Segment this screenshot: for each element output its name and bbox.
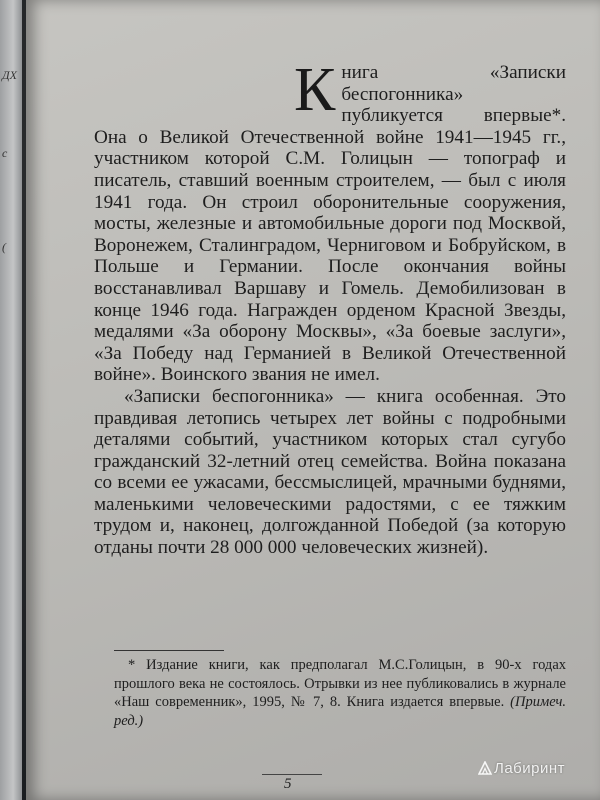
page-number: 5 (284, 776, 292, 792)
main-text (94, 56, 566, 559)
labyrinth-logo-icon (478, 761, 492, 775)
left-page-fragment: ДХ (2, 68, 17, 82)
left-page-fragment: с (2, 146, 8, 160)
book-page (26, 0, 600, 800)
left-page-edge (0, 0, 22, 800)
paragraph-2: «Записки беспогонника» — книга особенная. Это правдивая летопись четырех лет войны с подробными деталями событий, участником которых стал сугубо гражданский 32-летний отец семейства. Война показана со всеми ее ужасами, бессмыслицей, мрачными буднями, маленькими человеческими радостями, с ее тяжким трудом и, наконец, долгожданной Победой (за которую отданы почти 28 000 000 человеческих жизней). (94, 385, 566, 559)
footnote-rule (114, 650, 224, 651)
left-page-fragment: ( (2, 240, 6, 254)
paragraph-1 (94, 56, 566, 386)
footnote-note-label: (Примеч. ред.) (114, 694, 567, 729)
watermark-text: Лабиринт (494, 760, 566, 777)
drop-cap: К (294, 56, 336, 124)
footnote-body (114, 656, 566, 730)
page-number-rule (262, 774, 322, 775)
footnote (114, 656, 566, 730)
watermark (478, 760, 565, 777)
footnote-text: * Издание книги, как предполагал М.С.Голицын, в 90-х годах прошлого века не состоялось. Отрывки из нее публиковались в журнале «Наш современник», 1995, № 7, 8. Книга издается впервые. (114, 657, 566, 710)
paragraph-1-text: нига «Записки беспогонника» публикуется впервые*. Она о Великой Отечественной войне 1941—1945 гг., участником которой С.М. Голицын — топограф и писатель, ставший военным строителем, — был с июля 1941 года. Он строил оборонительные сооружения, мосты, железные и автомобильные дороги под Москвой, Воронежем, Сталинградом, Черниговом и Бобруйском, в Польше и Германии. После окончания войны восстанавливал Варшаву и Гомель. Демобилизован в конце 1946 года. Награжден орденом Красной Звезды, медалями «За оборону Москвы», «За боевые заслуги», «За Победу над Германией в Великой Отечественной войне». Воинского звания не имел. (94, 62, 566, 386)
